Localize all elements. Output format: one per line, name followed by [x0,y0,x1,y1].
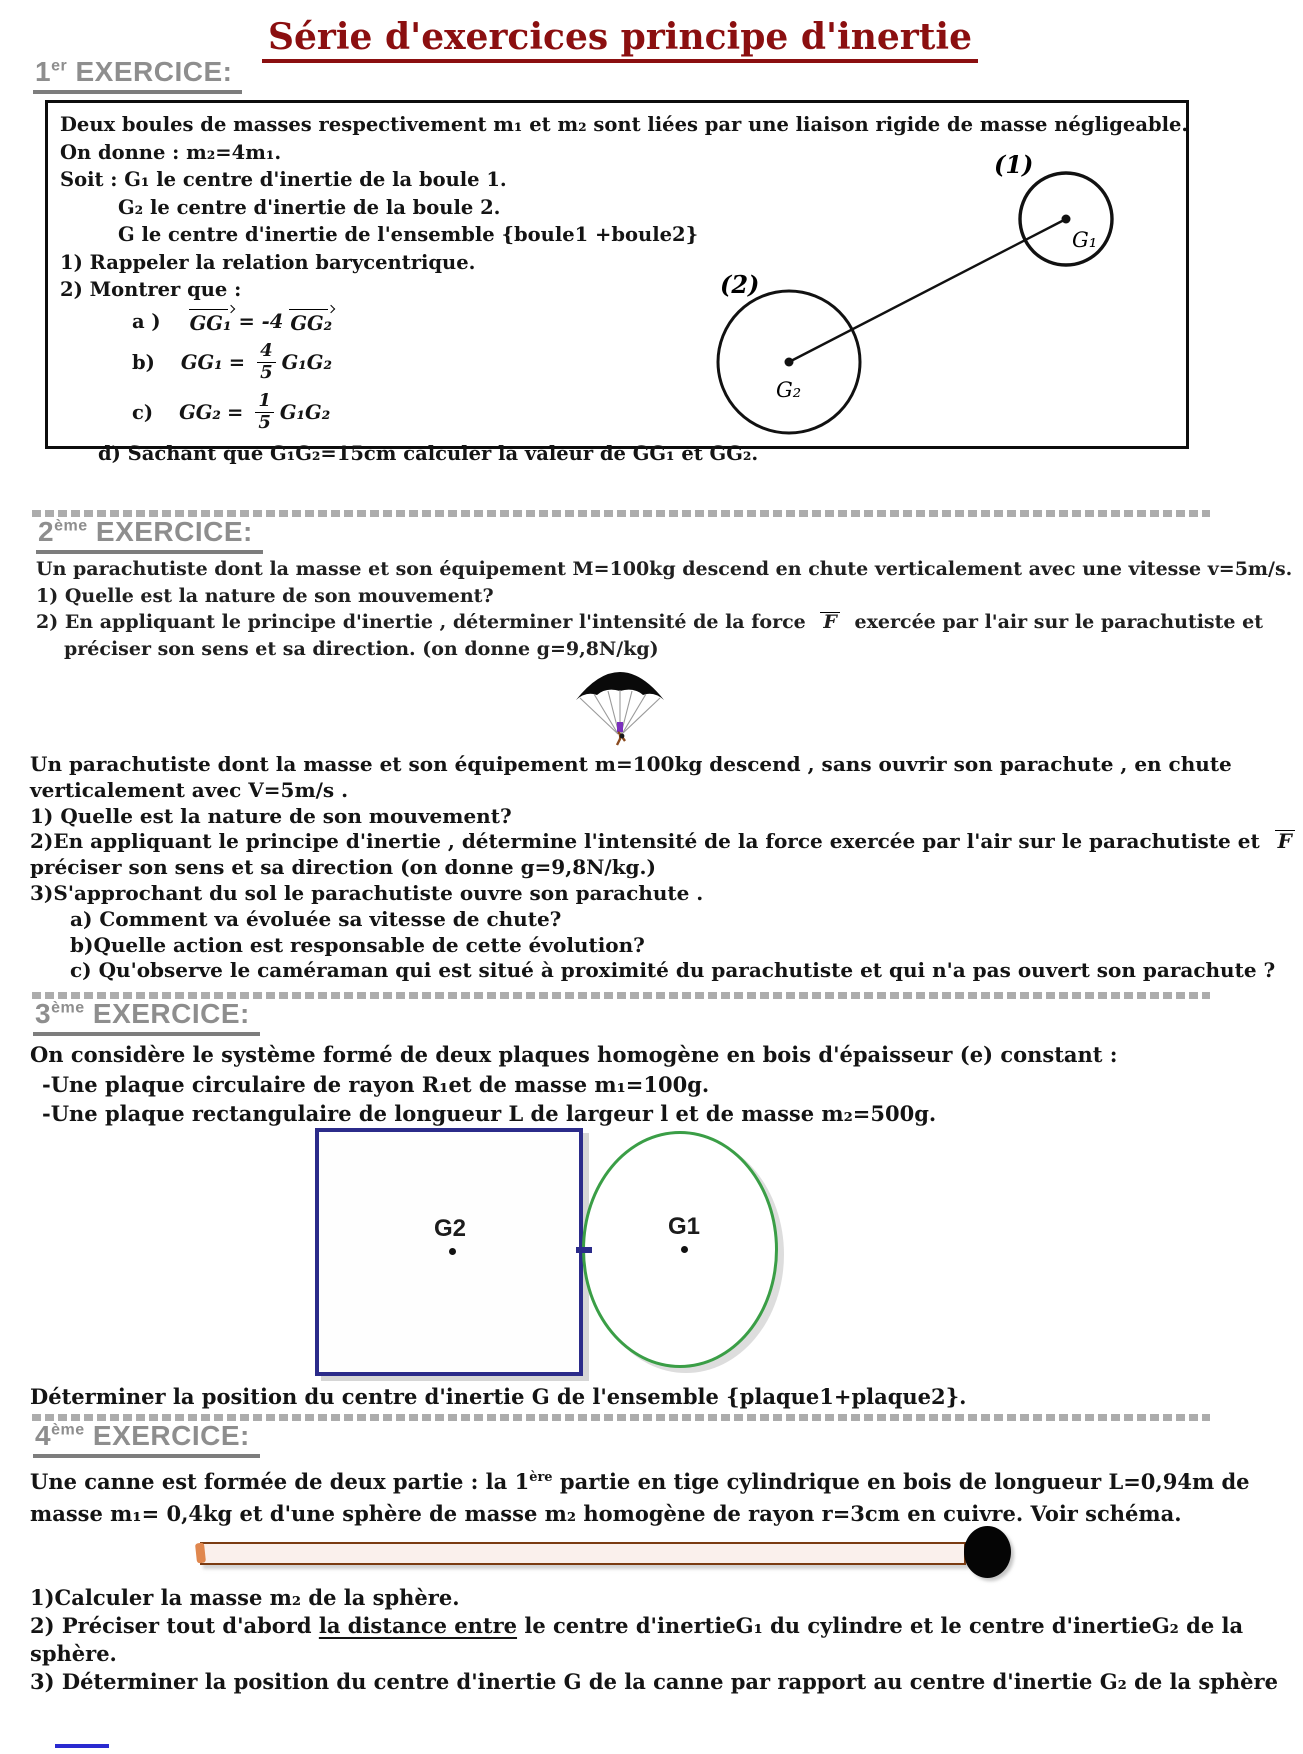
ex2-scan-line: 1) Quelle est la nature de son mouvement? [36,584,494,607]
parachutist-pack [617,722,623,732]
ex2-bold-line: 1) Quelle est la nature de son mouvement? [30,803,512,828]
wooden-rod [200,1542,966,1565]
ex1-line: On donne : m₂=4m₁. [60,140,282,164]
tangent-mark [576,1247,592,1253]
ex4-line: masse m₁= 0,4kg et d'une sphère de masse m₂ homogène de rayon r=3cm en cuivre. Voir schéma. [30,1501,1182,1526]
ex1-line-d: d) Sachant que G₁G₂=15cm calculer la valeur de GG₁ et GG₂. [98,441,759,465]
rod-end-mark [195,1543,206,1564]
formula-c: c) GG₂ = $\frac{1}{5}$ G₁G₂ [132,390,331,433]
exercise1-number: 1 [35,56,52,87]
plate2-center-label: G2 [434,1215,467,1242]
exercise2-ordinal: ème [54,517,88,535]
ex2-bold-line: c) Qu'observe le caméraman qui est situé à proximité du parachutiste et qui n'a pas ouvert son parachute ? [70,958,1276,983]
plate1-center-dot [681,1246,688,1253]
ex2-bold-line: préciser son sens et sa direction (on donne g=9,8N/kg.) [30,855,656,880]
ex1-line: 1) Rappeler la relation barycentrique. [60,250,476,274]
ex2-bold-line: a) Comment va évoluée sa vitesse de chute? [70,906,562,931]
exercise4-number: 4 [35,1420,52,1451]
ball2-label: (2) [720,270,760,299]
vector-gg1: GG₁ [187,308,235,335]
exercise4-text [30,1462,1250,1530]
underlined-phrase: la distance entre [318,1613,518,1638]
ex1-line: G le centre d'inertie de l'ensemble {boule1 +boule2} [118,223,699,246]
exercise3-number: 3 [35,998,52,1029]
ex4-question: 2) Préciser tout d'abord la distance entre le centre d'inertieG₁ du cylindre et le centre d'inertieG₂ de la [30,1613,1244,1638]
exercise1-heading [33,56,242,94]
exercise4-ordinal: ème [51,1421,85,1439]
exercise3-conclusion: Déterminer la position du centre d'inertie G de l'ensemble {plaque1+plaque2}. [30,1384,967,1409]
parachutist-image [570,660,670,752]
exercise1-word: EXERCICE: [75,56,233,87]
g2-label: G₂ [776,378,802,402]
ex1-line: Deux boules de masses respectivement m₁ et m₂ sont liées par une liaison rigide de masse négligeable. [60,113,1189,136]
ex3-line: On considère le système formé de deux plaques homogène en bois d'épaisseur (e) constant : [30,1042,1118,1067]
ex2-bold-line: verticalement avec V=5m/s . [30,777,349,802]
ex2-bold-line: 3)S'approchant du sol le parachutiste ouvre son parachute . [30,880,704,905]
parachutist-head [620,734,625,739]
exercise4-heading [33,1420,260,1458]
ex3-line: -Une plaque circulaire de rayon R₁et de masse m₁=100g. [42,1071,710,1097]
ex4-question: 1)Calculer la masse m₂ de la sphère. [30,1585,460,1610]
force-vector-symbol: F [820,612,840,632]
exercise3-heading [33,998,260,1036]
exercise2-word: EXERCICE: [95,516,253,547]
exercise4-word: EXERCICE: [92,1420,250,1451]
fraction-4-5: $\frac{4}{5}$ [257,342,276,383]
exercise2-heading [36,516,263,554]
ex4-line: Une canne est formée de deux partie : la 1ère partie en tige cylindrique en bois de longueur L=0,94m de [30,1469,1250,1494]
page-title [0,16,1240,58]
ex4-question: sphère. [30,1641,117,1666]
copper-sphere [964,1526,1011,1578]
ex1-line: 2) Montrer que : [60,278,242,301]
force-vector-symbol: F [1275,830,1295,851]
ex1-line: G₂ le centre d'inertie de la boule 2. [118,195,501,219]
ex2-bold-line: 2)En appliquant le principe d'inertie , détermine l'intensité de la force exercée par l'air sur le parachutiste et F [30,829,1230,855]
ex2-scan-line: préciser son sens et sa direction. (on donne g=9,8N/kg) [64,637,659,660]
exercise3-ordinal: ème [51,999,85,1017]
exercise3-text [30,1040,1230,1129]
exercise2-scan-text [36,556,1293,662]
ex3-line: -Une plaque rectangulaire de longueur L de largeur l et de masse m₂=500g. [42,1101,937,1126]
exercise2-number: 2 [38,516,55,547]
ball1-label: (1) [994,150,1034,179]
blue-underline-mark [55,1744,109,1748]
plate1-center-label: G1 [668,1213,701,1240]
formula-b: b) GG₁ = $\frac{4}{5}$ G₁G₂ [132,340,332,383]
formula-a: a ) GG₁ = -4 GG₂ [132,308,1186,336]
fraction-1-5: $\frac{1}{5}$ [255,392,274,433]
ex2-scan-line: 2) En appliquant le principe d'inertie , déterminer l'intensité de la force F exercée par l'air sur le parachutiste et [36,611,1263,633]
plate2-center-dot [449,1248,456,1255]
circular-plate [582,1131,778,1368]
ex4-question: 3) Déterminer la position du centre d'inertie G de la canne par rapport au centre d'inertie G₂ de la sphère [30,1669,1278,1694]
exercise3-word: EXERCICE: [92,998,250,1029]
exercise2-bold-text [30,752,1292,984]
exercise1-box [45,100,1189,465]
page-title-text: Série d'exercices principe d'inertie [262,16,978,63]
ex2-scan-line: Un parachutiste dont la masse et son équipement M=100kg descend en chute verticalement avec une vitesse v=5m/s. [36,558,1293,580]
ex1-line: Soit : G₁ le centre d'inertie de la boule 1. [60,168,507,191]
g1-label: G₁ [1072,228,1098,252]
ex2-bold-line: Un parachutiste dont la masse et son équipement m=100kg descend , sans ouvrir son parachute , en chute [30,752,1232,776]
exercise1-ordinal: er [51,57,68,75]
ex2-bold-line: b)Quelle action est responsable de cette évolution? [70,932,645,957]
exercise4-questions [30,1584,1278,1696]
vector-gg2: GG₂ [287,308,335,335]
